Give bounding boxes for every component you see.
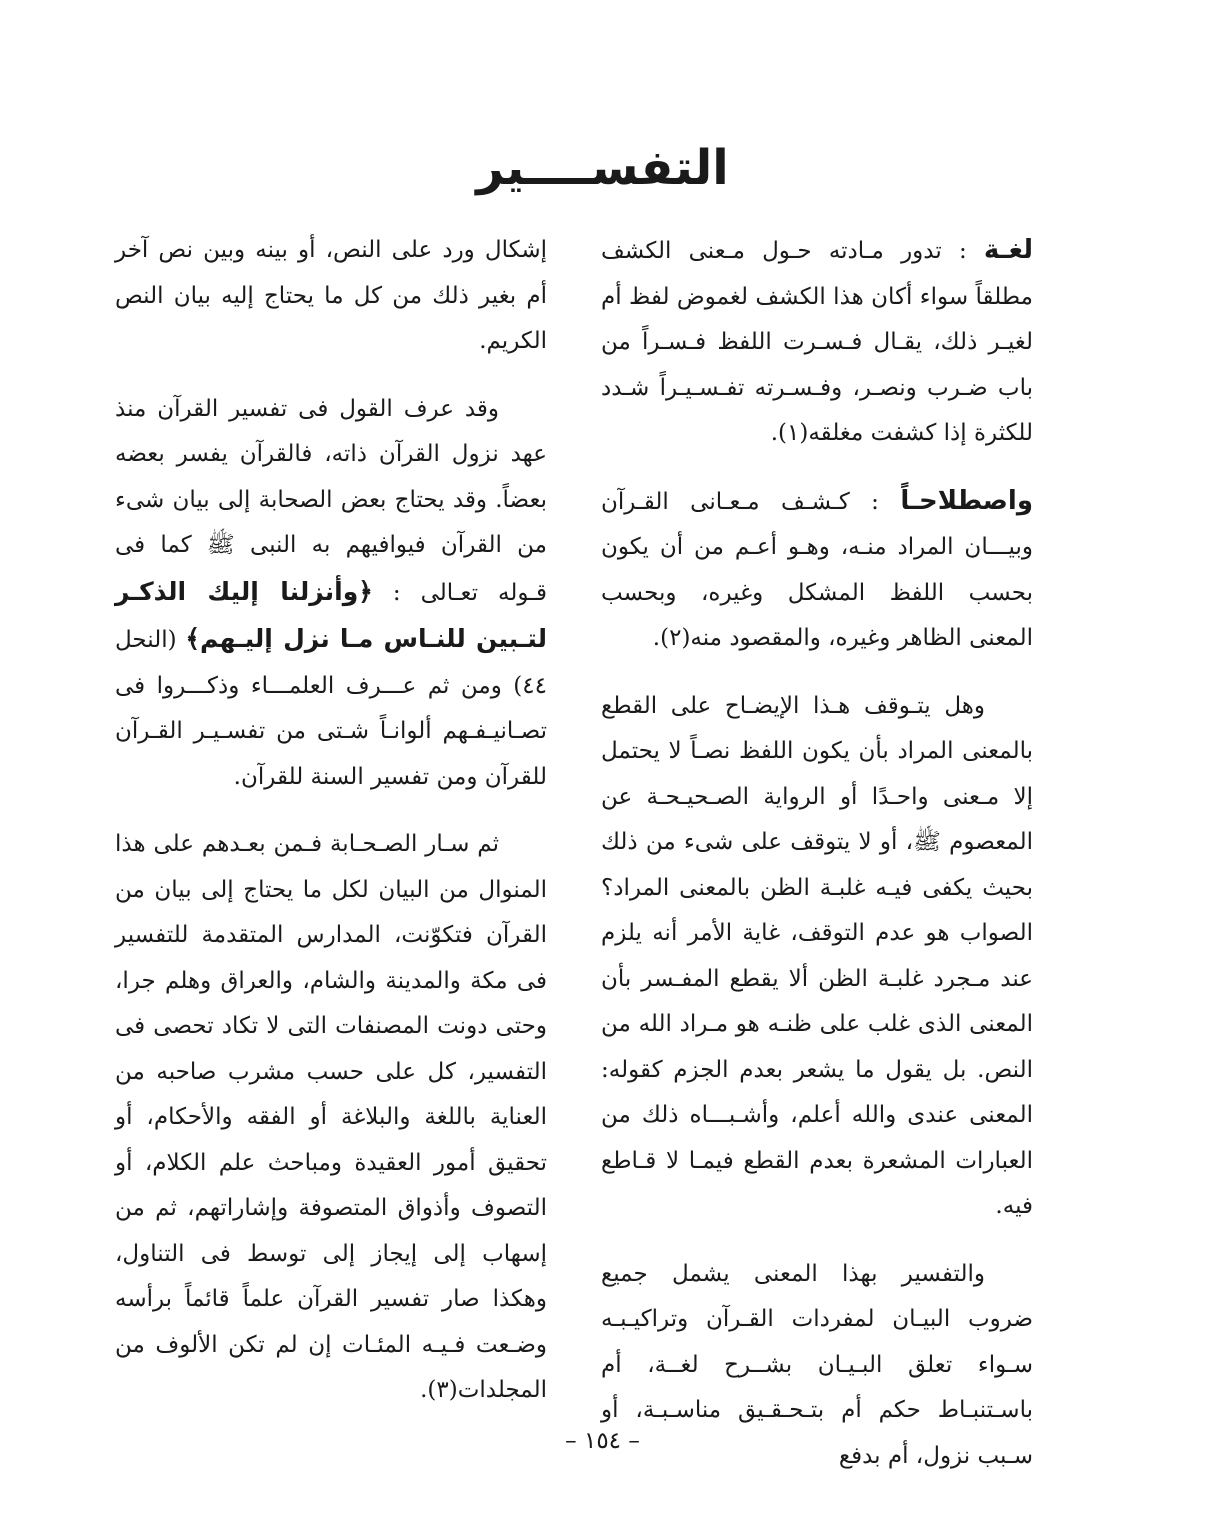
paragraph: ثم سـار الصـحـابة فـمن بعـدهم على هذا المنوال من البيان لكل ما يحتاج إلى بيان من القرآن فتكوّنت، المدارس المتقدمة للتفسير فى مكة والمدينة والشام، والعراق وهلم جرا، وحتى دونت المصنفات التى لا تكاد تحصى فى التفسير، كل على حسب مشرب صاحبه من العناية باللغة والبلاغة أو الفقه والأحكام، أو تحقيق أمور العقيدة ومباحث علم الكلام، أو التصوف وأذواق المتصوفة وإشاراتهم، ثم من إسهاب إلى إيجاز إلى توسط فى التناول، وهكذا صار تفسير القرآن علماً قائماً برأسه وضـعت فـيـه المئـات إن لم تكن الألوف من المجلدات(٣). <box>115 831 547 1403</box>
paragraph: إشكال ورد على النص، أو بينه وبين نص آخر أم بغير ذلك من كل ما يحتاج إليه بيان النص الكريم. <box>115 237 547 354</box>
term-lughatan: لغـة <box>983 235 1033 265</box>
term-istilahan: واصطلاحـاً <box>900 485 1033 516</box>
paragraph-with-verse <box>115 387 547 801</box>
paragraph-text: وقد عرف القول فى تفسير القرآن منذ عهد نزول القرآن ذاته، فالقرآن يفسر بعضه بعضاً. وقد يحتاج بعض الصحابة إلى بيان شىء من القرآن فيوافيهم به النبى ﷺ كما فى قـوله تعـالى : <box>115 395 547 606</box>
quran-verse: ﴿وأنزلنا إليك الذكـر لتـبين للنـاس مـا نزل إليـهم﴾ <box>115 576 548 653</box>
right-column <box>601 228 1033 1501</box>
paragraph: وهل يتـوقف هـذا الإيضـاح على القطع بالمعنى المراد بأن يكون اللفظ نصـاً لا يحتمل إلا مـعنى واحـدًا أو الرواية الصـحيـحـة عن المعصوم ﷺ، أو لا يتوقف على شىء من ذلك بحيث يكفى فيـه غلبـة الظن بالمعنى المراد؟ الصواب هو عدم التوقف، غاية الأمر أنه يلزم عند مـجرد غلبـة الظن ألا يقطع المفـسر بأن المعنى الذى غلب على ظنـه هو مـراد الله من النص. بل يقول ما يشعر بعدم الجزم كقوله: المعنى عندى والله أعلم، وأشـبـــاه ذلك من العبارات المشعرة بعدم القطع فيمـا لا قـاطع فيه. <box>601 692 1033 1219</box>
page-title: التفســــير <box>476 140 729 196</box>
paragraph-text: (النحل ٤٤) ومن ثم عـــرف العلمـــاء وذكـــروا فى تصـانيـفـهم ألوانـاً شـتى من تفسـيـر القـرآن للقرآن ومن تفسير السنة للقرآن. <box>115 627 547 790</box>
paragraph-lughatan <box>601 228 1033 457</box>
paragraph-istilahan <box>601 479 1033 662</box>
paragraph-text: : تدور مـادته حـول مـعنى الكشف مطلقاً سواء أكان هذا الكشف لغموض لفظ أم لغيـر ذلك، يقـال فـسـرت اللفظ فـسـراً من باب ضـرب ونصـر، وفـسـرته تفـسـيـراً شـدد للكثرة إذا كشفت مغلقه(١). <box>601 238 1033 446</box>
left-column <box>115 228 547 1436</box>
page-number: – ١٥٤ – <box>565 1428 640 1454</box>
paragraph: والتفسير بهذا المعنى يشمل جميع ضروب البيـان لمفردات القـرآن وتراكيـبـه سـواء تعلق البـيـان بشــرح لغــة، أم باسـتنبـاط حكم أم بتـحـقـيق مناسـبـة، أو سـبب نزول، أم بدفع <box>601 1260 1033 1469</box>
paragraph-text: : كـشـف مـعـانى القـرآن وبيـــان المراد منـه، وهـو أعـم من أن يكون بحسب اللفظ المشكل وغيره، وبحسب المعنى الظاهر وغيره، والمقصود منه(٢). <box>601 488 1033 651</box>
